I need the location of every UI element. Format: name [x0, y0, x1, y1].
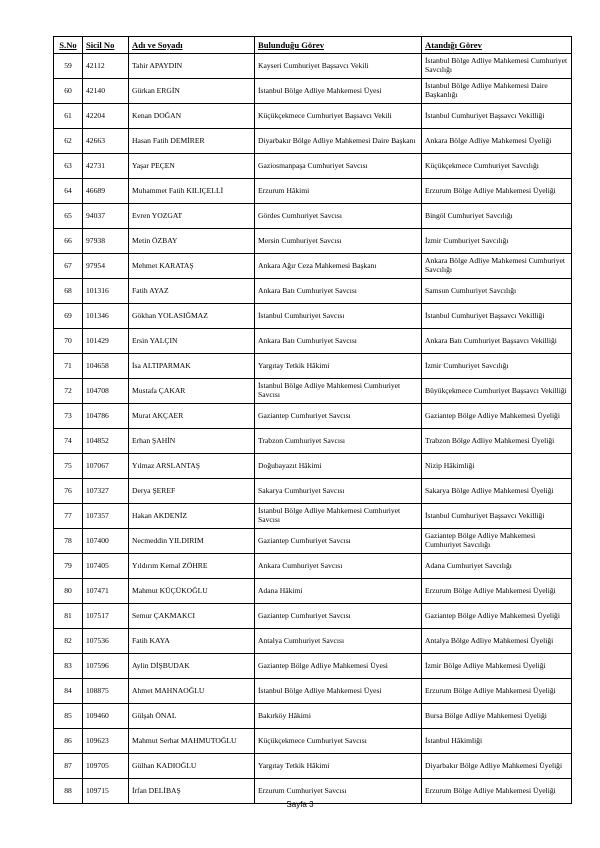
- cell-name: Evren YOZGAT: [129, 204, 255, 229]
- cell-current-position: İstanbul Bölge Adliye Mahkemesi Cumhuriyet Savcısı: [255, 379, 422, 404]
- cell-name: Hasan Fatih DEMİRER: [129, 129, 255, 154]
- cell-current-position: Gaziantep Cumhuriyet Savcısı: [255, 404, 422, 429]
- cell-sicil-no: 109705: [83, 754, 129, 779]
- cell-name: Kenan DOĞAN: [129, 104, 255, 129]
- page-footer: Sayfa 3: [286, 800, 314, 809]
- cell-assigned-position: Sakarya Bölge Adliye Mahkemesi Üyeliği: [422, 479, 572, 504]
- table-row: [54, 479, 572, 504]
- cell-current-position: İstanbul Cumhuriyet Savcısı: [255, 304, 422, 329]
- cell-name: Murat AKÇAER: [129, 404, 255, 429]
- table-row: [54, 679, 572, 704]
- cell-assigned-position: Bursa Bölge Adliye Mahkemesi Üyeliği: [422, 704, 572, 729]
- table-row: [54, 104, 572, 129]
- cell-current-position: Küçükçekmece Cumhuriyet Savcısı: [255, 729, 422, 754]
- cell-current-position: Antalya Cumhuriyet Savcısı: [255, 629, 422, 654]
- cell-sicil-no: 104658: [83, 354, 129, 379]
- cell-sno: 85: [54, 704, 83, 729]
- cell-sno: 59: [54, 54, 83, 79]
- cell-assigned-position: Adana Cumhuriyet Savcılığı: [422, 554, 572, 579]
- table-row: [54, 254, 572, 279]
- table-row: [54, 454, 572, 479]
- cell-assigned-position: Büyükçekmece Cumhuriyet Başsavcı Vekilliği: [422, 379, 572, 404]
- cell-current-position: Sakarya Cumhuriyet Savcısı: [255, 479, 422, 504]
- cell-name: Fatih AYAZ: [129, 279, 255, 304]
- cell-sno: 73: [54, 404, 83, 429]
- cell-sicil-no: 42204: [83, 104, 129, 129]
- appointments-table: [53, 36, 572, 804]
- cell-name: Yıldırım Kemal ZÖHRE: [129, 554, 255, 579]
- cell-sno: 86: [54, 729, 83, 754]
- cell-current-position: Adana Hâkimi: [255, 579, 422, 604]
- cell-name: Mahmut KÜÇÜKOĞLU: [129, 579, 255, 604]
- table-row: [54, 629, 572, 654]
- cell-current-position: Bakırköy Hâkimi: [255, 704, 422, 729]
- table-row: [54, 354, 572, 379]
- cell-assigned-position: İzmir Bölge Adliye Mahkemesi Üyeliği: [422, 654, 572, 679]
- cell-sicil-no: 109460: [83, 704, 129, 729]
- cell-sno: 63: [54, 154, 83, 179]
- cell-assigned-position: İstanbul Cumhuriyet Başsavcı Vekilliği: [422, 104, 572, 129]
- cell-sicil-no: 97954: [83, 254, 129, 279]
- cell-name: Gürkan ERGİN: [129, 79, 255, 104]
- cell-current-position: Yargıtay Tetkik Hâkimi: [255, 754, 422, 779]
- cell-current-position: Küçükçekmece Cumhuriyet Başsavcı Vekili: [255, 104, 422, 129]
- cell-name: Mehmet KARATAŞ: [129, 254, 255, 279]
- cell-current-position: İstanbul Bölge Adliye Mahkemesi Üyesi: [255, 79, 422, 104]
- table-header-row: [54, 37, 572, 54]
- cell-sicil-no: 101316: [83, 279, 129, 304]
- cell-sno: 80: [54, 579, 83, 604]
- cell-sno: 77: [54, 504, 83, 529]
- cell-sicil-no: 104852: [83, 429, 129, 454]
- cell-name: Erhan ŞAHİN: [129, 429, 255, 454]
- cell-sno: 68: [54, 279, 83, 304]
- cell-current-position: Ankara Cumhuriyet Savcısı: [255, 554, 422, 579]
- cell-assigned-position: İstanbul Bölge Adliye Mahkemesi Cumhuriyet Savcılığı: [422, 54, 572, 79]
- cell-sicil-no: 107405: [83, 554, 129, 579]
- cell-sicil-no: 42663: [83, 129, 129, 154]
- cell-name: Yaşar PEÇEN: [129, 154, 255, 179]
- cell-name: Necmeddin YILDIRIM: [129, 529, 255, 554]
- cell-sicil-no: 108875: [83, 679, 129, 704]
- cell-sicil-no: 107327: [83, 479, 129, 504]
- cell-assigned-position: Erzurum Bölge Adliye Mahkemesi Üyeliği: [422, 179, 572, 204]
- cell-sicil-no: 107357: [83, 504, 129, 529]
- cell-assigned-position: Nizip Hâkimliği: [422, 454, 572, 479]
- cell-sno: 61: [54, 104, 83, 129]
- cell-sicil-no: 97938: [83, 229, 129, 254]
- cell-assigned-position: İstanbul Cumhuriyet Başsavcı Vekilliği: [422, 304, 572, 329]
- cell-current-position: Gördes Cumhuriyet Savcısı: [255, 204, 422, 229]
- cell-sno: 66: [54, 229, 83, 254]
- table-row: [54, 54, 572, 79]
- cell-sicil-no: 107067: [83, 454, 129, 479]
- cell-name: Metin ÖZBAY: [129, 229, 255, 254]
- cell-sicil-no: 109715: [83, 779, 129, 804]
- table-row: [54, 79, 572, 104]
- header-assigned-position: Atandığı Görev: [422, 37, 572, 54]
- cell-name: Aylin DİŞBUDAK: [129, 654, 255, 679]
- cell-name: Gökhan YOLASIĞMAZ: [129, 304, 255, 329]
- cell-sno: 82: [54, 629, 83, 654]
- cell-assigned-position: Diyarbakır Bölge Adliye Mahkemesi Üyeliği: [422, 754, 572, 779]
- cell-sicil-no: 46689: [83, 179, 129, 204]
- cell-name: İrfan DELİBAŞ: [129, 779, 255, 804]
- cell-sno: 65: [54, 204, 83, 229]
- cell-current-position: Yargıtay Tetkik Hâkimi: [255, 354, 422, 379]
- cell-sicil-no: 107536: [83, 629, 129, 654]
- cell-sicil-no: 104708: [83, 379, 129, 404]
- cell-sicil-no: 109623: [83, 729, 129, 754]
- cell-assigned-position: İstanbul Hâkimliği: [422, 729, 572, 754]
- cell-sicil-no: 101429: [83, 329, 129, 354]
- cell-sno: 81: [54, 604, 83, 629]
- cell-assigned-position: İstanbul Bölge Adliye Mahkemesi Daire Başkanlığı: [422, 79, 572, 104]
- cell-assigned-position: Samsun Cumhuriyet Savcılığı: [422, 279, 572, 304]
- cell-name: Gülşah ÖNAL: [129, 704, 255, 729]
- cell-assigned-position: Erzurum Bölge Adliye Mahkemesi Üyeliği: [422, 779, 572, 804]
- cell-current-position: İstanbul Bölge Adliye Mahkemesi Üyesi: [255, 679, 422, 704]
- cell-name: Muhammet Fatih KILIÇELLİ: [129, 179, 255, 204]
- cell-name: Gülhan KADIOĞLU: [129, 754, 255, 779]
- cell-assigned-position: Antalya Bölge Adliye Mahkemesi Üyeliği: [422, 629, 572, 654]
- table-row: [54, 429, 572, 454]
- table-body: [54, 54, 572, 804]
- cell-assigned-position: Gaziantep Bölge Adliye Mahkemesi Cumhuriyet Savcılığı: [422, 529, 572, 554]
- table-row: [54, 204, 572, 229]
- cell-current-position: Gaziantep Bölge Adliye Mahkemesi Üyesi: [255, 654, 422, 679]
- cell-sno: 76: [54, 479, 83, 504]
- cell-assigned-position: Ankara Bölge Adliye Mahkemesi Cumhuriyet Savcılığı: [422, 254, 572, 279]
- cell-sicil-no: 42140: [83, 79, 129, 104]
- cell-current-position: İstanbul Bölge Adliye Mahkemesi Cumhuriyet Savcısı: [255, 504, 422, 529]
- cell-name: Ersin YALÇIN: [129, 329, 255, 354]
- table-row: [54, 129, 572, 154]
- cell-sno: 84: [54, 679, 83, 704]
- cell-name: Derya ŞEREF: [129, 479, 255, 504]
- cell-sno: 74: [54, 429, 83, 454]
- cell-sno: 67: [54, 254, 83, 279]
- cell-name: Ahmet MAHNAOĞLU: [129, 679, 255, 704]
- cell-assigned-position: Ankara Bölge Adliye Mahkemesi Üyeliği: [422, 129, 572, 154]
- cell-sno: 79: [54, 554, 83, 579]
- cell-current-position: Gaziosmanpaşa Cumhuriyet Savcısı: [255, 154, 422, 179]
- cell-sicil-no: 107471: [83, 579, 129, 604]
- cell-sicil-no: 42112: [83, 54, 129, 79]
- cell-assigned-position: Trabzon Bölge Adliye Mahkemesi Üyeliği: [422, 429, 572, 454]
- cell-name: Hakan AKDENİZ: [129, 504, 255, 529]
- cell-current-position: Trabzon Cumhuriyet Savcısı: [255, 429, 422, 454]
- cell-sno: 88: [54, 779, 83, 804]
- header-sicil-no: Sicil No: [83, 37, 129, 54]
- cell-current-position: Ankara Batı Cumhuriyet Savcısı: [255, 279, 422, 304]
- cell-sno: 62: [54, 129, 83, 154]
- table-row: [54, 229, 572, 254]
- table-row: [54, 754, 572, 779]
- cell-assigned-position: Erzurum Bölge Adliye Mahkemesi Üyeliği: [422, 579, 572, 604]
- table-row: [54, 304, 572, 329]
- table-row: [54, 654, 572, 679]
- table-row: [54, 504, 572, 529]
- cell-name: Fatih KAYA: [129, 629, 255, 654]
- cell-sicil-no: 104786: [83, 404, 129, 429]
- cell-sicil-no: 107596: [83, 654, 129, 679]
- table-row: [54, 279, 572, 304]
- cell-assigned-position: Bingöl Cumhuriyet Savcılığı: [422, 204, 572, 229]
- cell-sno: 75: [54, 454, 83, 479]
- cell-sicil-no: 94037: [83, 204, 129, 229]
- header-current-position: Bulunduğu Görev: [255, 37, 422, 54]
- cell-sno: 83: [54, 654, 83, 679]
- cell-name: Mustafa ÇAKAR: [129, 379, 255, 404]
- table-row: [54, 529, 572, 554]
- cell-assigned-position: Ankara Batı Cumhuriyet Başsavcı Vekilliği: [422, 329, 572, 354]
- table-row: [54, 329, 572, 354]
- table-row: [54, 404, 572, 429]
- header-sno: S.No: [54, 37, 83, 54]
- cell-name: Tahir APAYDIN: [129, 54, 255, 79]
- cell-name: Mahmut Serhat MAHMUTOĞLU: [129, 729, 255, 754]
- table-row: [54, 579, 572, 604]
- cell-name: Yılmaz ARSLANTAŞ: [129, 454, 255, 479]
- cell-sno: 72: [54, 379, 83, 404]
- table-row: [54, 604, 572, 629]
- cell-assigned-position: İzmir Cumhuriyet Savcılığı: [422, 354, 572, 379]
- cell-sicil-no: 107400: [83, 529, 129, 554]
- table-row: [54, 154, 572, 179]
- table-row: [54, 704, 572, 729]
- header-name: Adı ve Soyadı: [129, 37, 255, 54]
- cell-current-position: Erzurum Hâkimi: [255, 179, 422, 204]
- cell-sicil-no: 101346: [83, 304, 129, 329]
- cell-current-position: Kayseri Cumhuriyet Başsavcı Vekili: [255, 54, 422, 79]
- cell-current-position: Diyarbakır Bölge Adliye Mahkemesi Daire Başkanı: [255, 129, 422, 154]
- cell-current-position: Gaziantep Cumhuriyet Savcısı: [255, 529, 422, 554]
- cell-sno: 69: [54, 304, 83, 329]
- cell-sicil-no: 42731: [83, 154, 129, 179]
- cell-current-position: Ankara Batı Cumhuriyet Savcısı: [255, 329, 422, 354]
- cell-assigned-position: Gaziantep Bölge Adliye Mahkemesi Üyeliği: [422, 404, 572, 429]
- table-row: [54, 729, 572, 754]
- table-row: [54, 179, 572, 204]
- cell-current-position: Erzurum Cumhuriyet Savcısı: [255, 779, 422, 804]
- table-row: [54, 554, 572, 579]
- cell-current-position: Doğubayazıt Hâkimi: [255, 454, 422, 479]
- cell-name: İsa ALTIPARMAK: [129, 354, 255, 379]
- cell-sno: 64: [54, 179, 83, 204]
- cell-sicil-no: 107517: [83, 604, 129, 629]
- cell-assigned-position: Küçükçekmece Cumhuriyet Savcılığı: [422, 154, 572, 179]
- cell-current-position: Mersin Cumhuriyet Savcısı: [255, 229, 422, 254]
- cell-assigned-position: İstanbul Cumhuriyet Başsavcı Vekilliği: [422, 504, 572, 529]
- cell-assigned-position: Gaziantep Bölge Adliye Mahkemesi Üyeliği: [422, 604, 572, 629]
- cell-name: Semur ÇAKMAKCI: [129, 604, 255, 629]
- cell-sno: 70: [54, 329, 83, 354]
- cell-sno: 78: [54, 529, 83, 554]
- cell-assigned-position: İzmir Cumhuriyet Savcılığı: [422, 229, 572, 254]
- cell-current-position: Gaziantep Cumhuriyet Savcısı: [255, 604, 422, 629]
- cell-sno: 87: [54, 754, 83, 779]
- cell-sno: 71: [54, 354, 83, 379]
- cell-current-position: Ankara Ağır Ceza Mahkemesi Başkanı: [255, 254, 422, 279]
- table-row: [54, 379, 572, 404]
- cell-assigned-position: Erzurum Bölge Adliye Mahkemesi Üyeliği: [422, 679, 572, 704]
- cell-sno: 60: [54, 79, 83, 104]
